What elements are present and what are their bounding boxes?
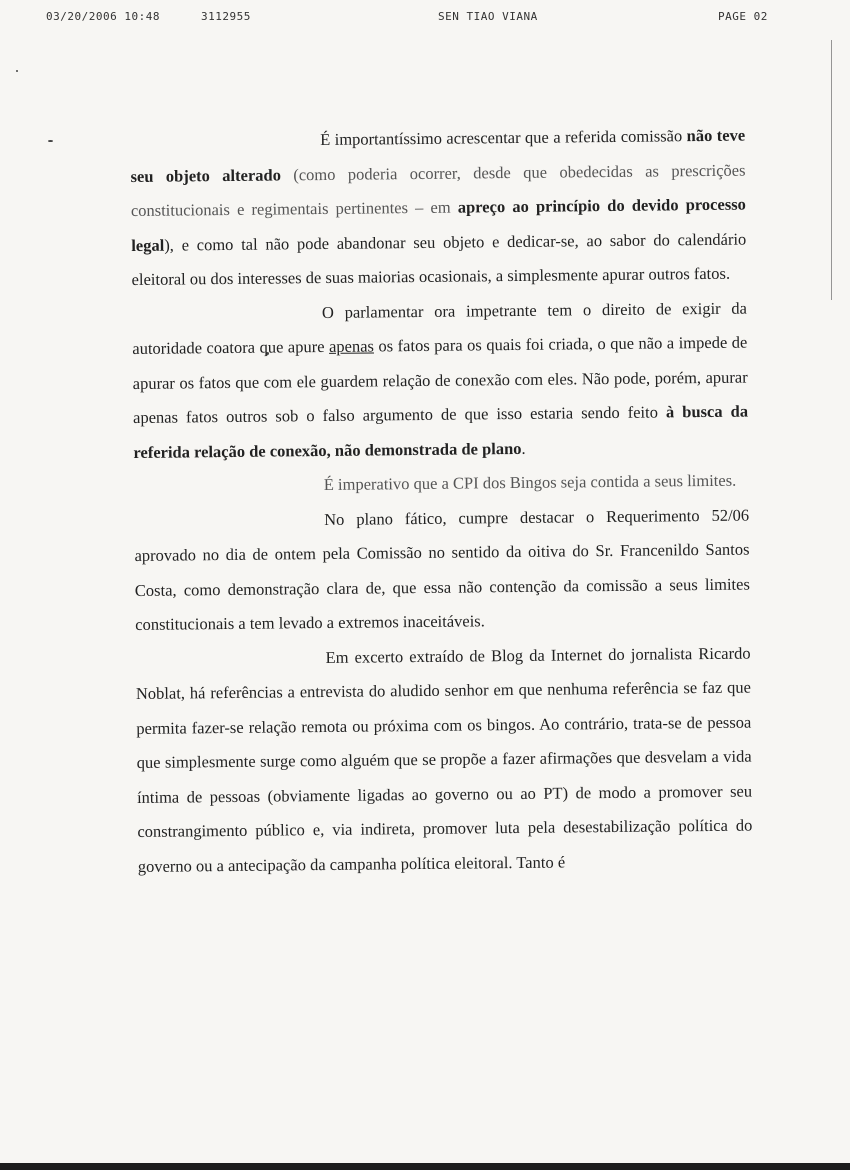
- fax-date-time: 03/20/2006 10:48: [46, 10, 160, 23]
- paragraph-3: É imperativo que a CPI dos Bingos seja contida a seus limites.: [323, 470, 737, 494]
- scan-speck: [48, 140, 53, 142]
- paragraph-1-bold-apreco: apreço ao princípio do: [457, 195, 632, 217]
- document-body: [130, 119, 753, 884]
- paragraph-2-bold-busca: à busca da referida relação de conexão, não demonstrada de plano: [133, 401, 749, 462]
- fax-header: [46, 10, 786, 30]
- paragraph-2-underlined-apenas: apenas: [328, 336, 375, 356]
- fax-number: 3112955: [201, 10, 251, 23]
- paragraph-1-text-a: É importantíssimo acrescentar que a referida comissão: [320, 126, 687, 150]
- fax-sender: SEN TIAO VIANA: [438, 10, 538, 23]
- paragraph-4: No plano fático, cumpre destacar o Requerimento 52/06 aprovado no dia de ontem pela Comissão no sentido da oitiva do Sr. Francenildo Santos Costa, como demonstração clara de, que essa não contenção da comissão a seus limites constitucionais a tem levado a extremos inaceitáveis.: [134, 505, 750, 634]
- paragraph-2-text-c: .: [521, 438, 526, 458]
- paragraph-1-text-d: ), e como tal não pode abandonar seu objeto e dedicar-se, ao sabor do calendário eleitoral ou dos interesses de suas maiorias ocasionais, a simplesmente apurar outros fatos.: [131, 229, 747, 289]
- scan-edge-line: [831, 40, 832, 300]
- scan-speck: [16, 70, 18, 72]
- paragraph-2-text-a: O parlamentar ora impetrante tem o direito de exigir da autoridade coatora que apure: [132, 298, 748, 358]
- paragraph-5: Em excerto extraído de Blog da Internet do jornalista Ricardo Noblat, há referências a entrevista do aludido senhor em que nenhuma referência se faz que permita fazer-se relação remota ou próxima com os bingos. Ao contrário, trata-se de pessoa que simplesmente surge como alguém que se propõe a fazer afirmações que desvelam a vida íntima de pessoas (obviamente ligadas ao governo ou ao PT) de modo a promover seu constrangimento público e, via indireta, promover luta pela desestabilização política do governo ou a antecipação da campanha política eleitoral. Tanto é: [135, 643, 753, 876]
- paragraph-1-bold-devido-processo: devido processo legal: [131, 194, 746, 255]
- scan-bottom-bar: [0, 1163, 850, 1170]
- paragraph-2: [132, 291, 749, 470]
- paragraph-1-text-c: (como poderia ocorrer, desde que obedecidas as prescrições constitucionais e regimentais pertinentes – em: [130, 160, 746, 220]
- paragraph-1-bold-objeto: não teve seu objeto alterado: [130, 125, 746, 186]
- paragraph-1: [130, 119, 747, 298]
- paragraph-2-text-b: os fatos para os quais foi criada, o que não a impede de apurar os fatos que com ele guardem relação de conexão com eles. Não pode, porém, apurar apenas fatos outros sob o falso argumento de que isso estaria sendo feito: [132, 332, 748, 427]
- fax-page-number: PAGE 02: [718, 10, 768, 23]
